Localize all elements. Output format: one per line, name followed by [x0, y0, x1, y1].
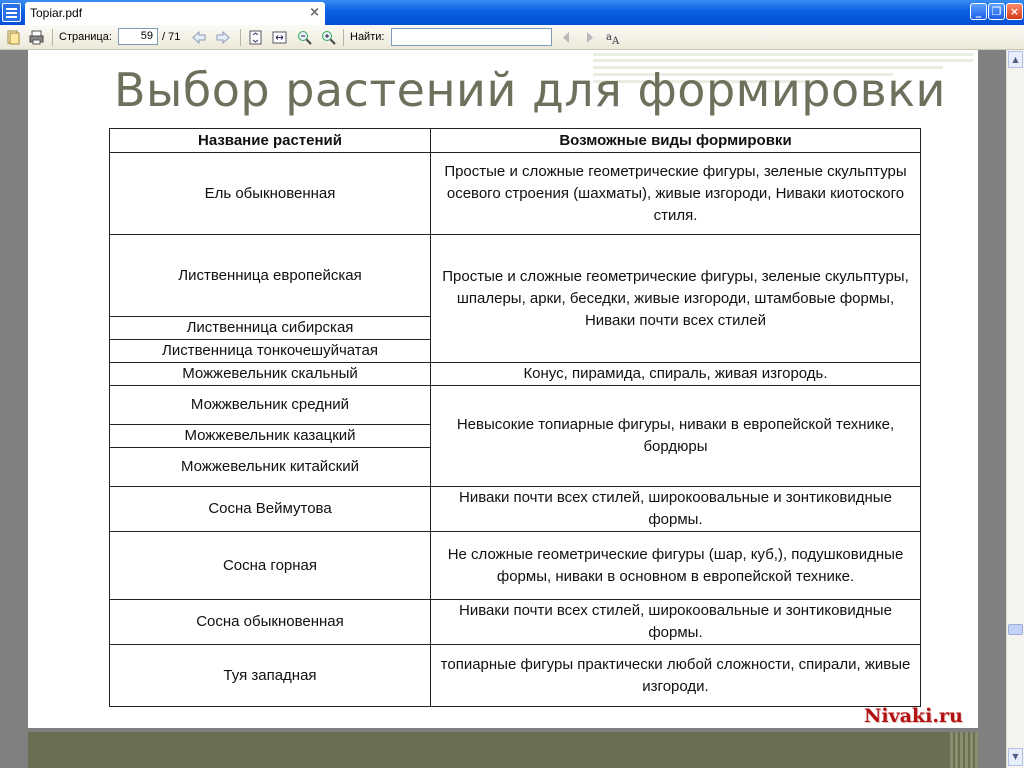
vertical-scrollbar[interactable]: [1006, 50, 1024, 768]
search-options-icon[interactable]: [606, 30, 622, 45]
scroll-down-icon[interactable]: ▼: [1008, 748, 1023, 766]
svg-text:A: A: [612, 36, 620, 45]
plant-name-cell: Можжевельник казацкий: [110, 425, 431, 448]
table-row: [110, 386, 921, 425]
site-watermark: Nivaki.ru: [864, 705, 963, 727]
table-row: [110, 363, 921, 386]
shaping-cell: Ниваки почти всех стилей, широкоовальные и зонтиковидные формы.: [431, 600, 921, 645]
plant-name-cell: Можжевельник китайский: [110, 448, 431, 487]
open-file-icon[interactable]: [6, 30, 21, 45]
prev-page-icon[interactable]: [192, 30, 207, 45]
fit-width-icon[interactable]: [272, 30, 287, 45]
title-bar: [0, 0, 1024, 25]
svg-text:a: a: [606, 32, 612, 43]
table-row: [110, 235, 921, 317]
page-label: Страница:: [59, 31, 112, 43]
table-row: [110, 645, 921, 707]
restore-icon[interactable]: ❐: [988, 3, 1005, 20]
plant-name-cell: Можжевельник скальный: [110, 363, 431, 386]
menu-icon[interactable]: [2, 3, 21, 22]
document-tab[interactable]: [25, 2, 325, 25]
plant-name-cell: Сосна горная: [110, 532, 431, 600]
zoom-out-icon[interactable]: [297, 30, 312, 45]
decorative-line: [593, 53, 973, 56]
scroll-thumb[interactable]: [1008, 624, 1023, 635]
plant-name-cell: Сосна Веймутова: [110, 487, 431, 532]
plant-name-cell: Туя западная: [110, 645, 431, 707]
plant-name-cell: Лиственница тонкочешуйчатая: [110, 340, 431, 363]
slide-footer-stripes: [950, 732, 978, 768]
zoom-in-icon[interactable]: [321, 30, 336, 45]
plant-name-cell: Ель обыкновенная: [110, 153, 431, 235]
page-total: / 71: [162, 31, 181, 43]
tab-title: Topiar.pdf: [30, 6, 83, 20]
plant-name-cell: Можжвельник средний: [110, 386, 431, 425]
table-row: [110, 532, 921, 600]
table-header-row: [110, 129, 921, 153]
shaping-cell: Простые и сложные геометрические фигуры, зеленые скульптуры, шпалеры, арки, беседки, живые изгороди, штамбовые формы, Ниваки почти всех стилей: [431, 235, 921, 363]
table-row: [110, 600, 921, 645]
plant-name-cell: Сосна обыкновенная: [110, 600, 431, 645]
find-label: Найти:: [350, 31, 385, 43]
close-tab-icon[interactable]: ×: [309, 5, 320, 20]
plants-table: [109, 128, 921, 707]
search-input[interactable]: [391, 28, 552, 46]
page-number-input[interactable]: 59: [118, 28, 158, 45]
shaping-cell: Простые и сложные геометрические фигуры, зеленые скульптуры осевого строения (шахматы), живые изгороди, Ниваки киотоского стиля.: [431, 153, 921, 235]
table-row: [110, 153, 921, 235]
search-next-icon[interactable]: [582, 30, 597, 45]
shaping-cell: Конус, пирамида, спираль, живая изгородь.: [431, 363, 921, 386]
minimize-icon[interactable]: _: [970, 3, 987, 20]
search-prev-icon[interactable]: [559, 30, 574, 45]
slide-footer-band: [28, 732, 978, 768]
print-icon[interactable]: [29, 30, 44, 45]
toolbar: [0, 25, 1024, 50]
scroll-up-icon[interactable]: ▲: [1008, 51, 1023, 68]
shaping-cell: Невысокие топиарные фигуры, ниваки в европейской технике, бордюры: [431, 386, 921, 487]
column-header-shaping: Возможные виды формировки: [431, 129, 921, 153]
slide-title: Выбор растений для формировки: [114, 63, 946, 117]
plant-name-cell: Лиственница сибирская: [110, 317, 431, 340]
plant-name-cell: Лиственница европейская: [110, 235, 431, 317]
close-window-icon[interactable]: ×: [1006, 3, 1023, 20]
decorative-line: [593, 59, 973, 62]
table-row: [110, 487, 921, 532]
shaping-cell: Ниваки почти всех стилей, широкоовальные и зонтиковидные формы.: [431, 487, 921, 532]
column-header-plant: Название растений: [110, 129, 431, 153]
fit-page-icon[interactable]: [248, 30, 263, 45]
next-page-icon[interactable]: [215, 30, 230, 45]
shaping-cell: топиарные фигуры практически любой сложности, спирали, живые изгороди.: [431, 645, 921, 707]
shaping-cell: Не сложные геометрические фигуры (шар, куб,), подушковидные формы, ниваки в основном в европейской технике.: [431, 532, 921, 600]
